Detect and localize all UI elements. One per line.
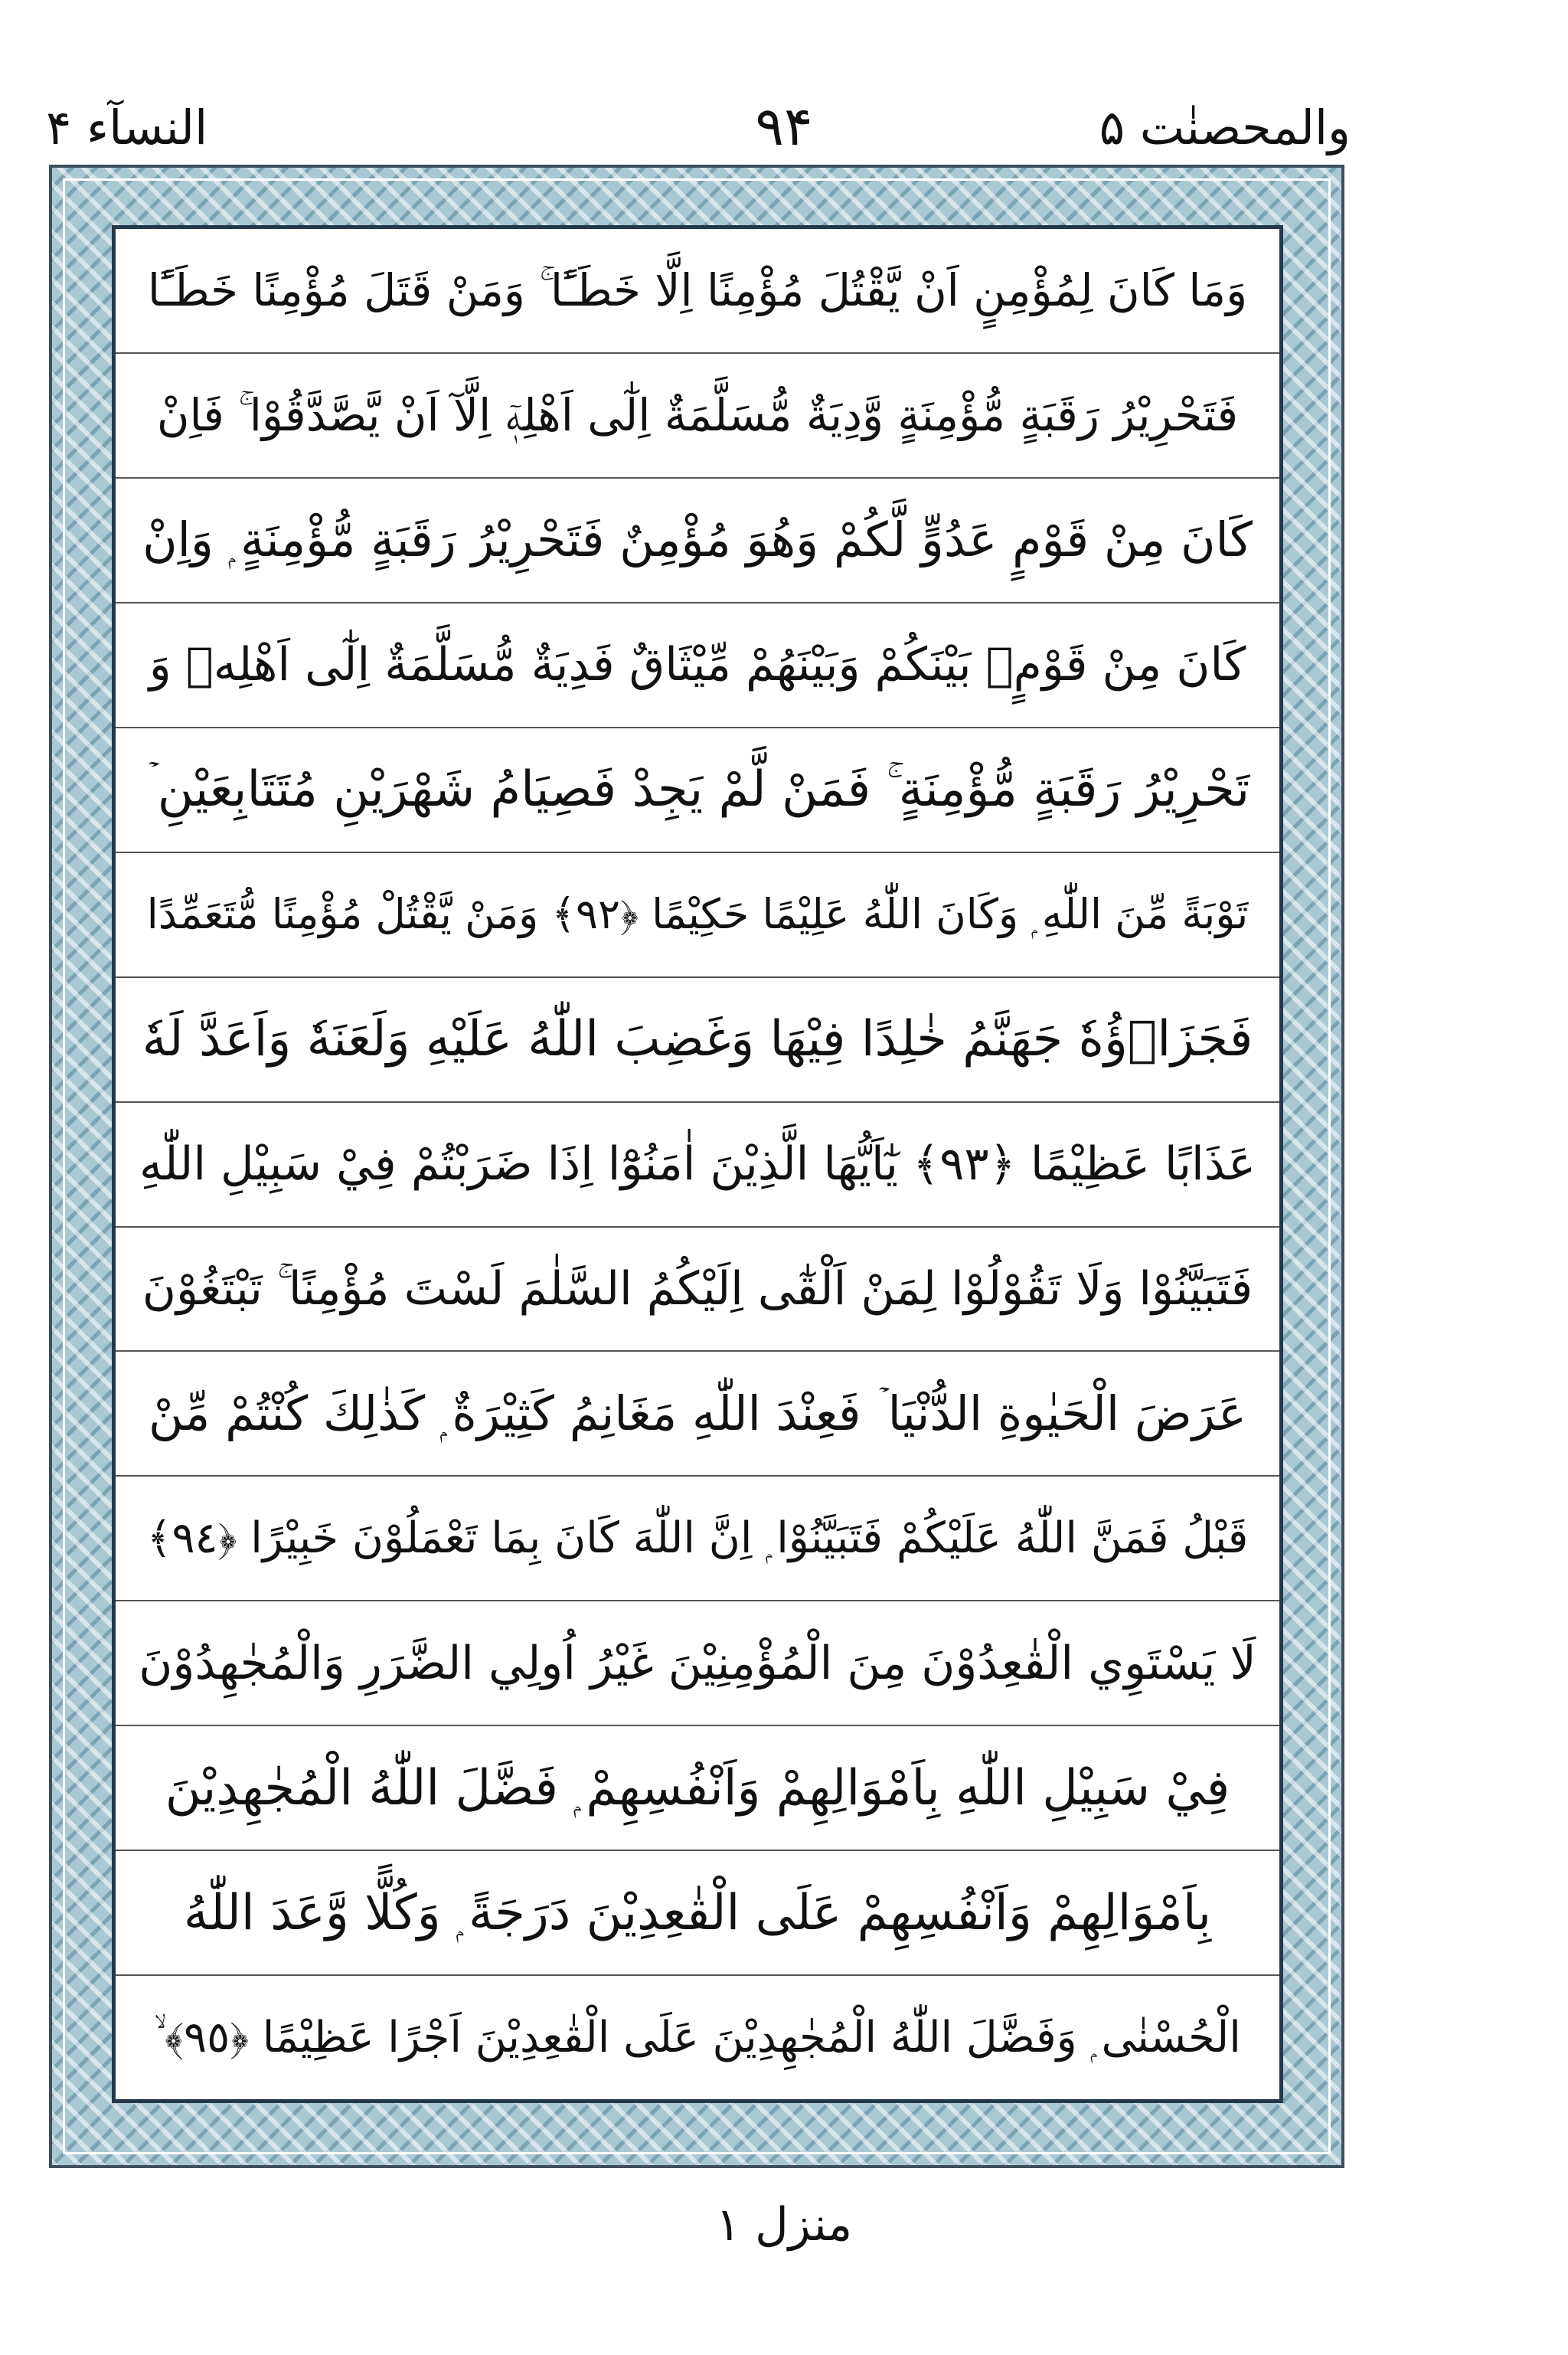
text-line-8: عَذَابًا عَظِيْمًا ﴿٩٣﴾ يٰٓاَيُّهَا الَّذِيْنَ اٰمَنُوْٓا اِذَا ضَرَبْتُمْ فِيْ سَبِيْلِ اللّٰهِ: [116, 1103, 1279, 1228]
text-line-15: الْحُسْنٰى ۭ وَفَضَّلَ اللّٰهُ الْمُجٰهِدِيْنَ عَلَى الْقٰعِدِيْنَ اَجْرًا عَظِيْمًا ﴿٩٥﴾ ۙ: [154, 2012, 1241, 2062]
text-line-14: بِاَمْوَالِهِمْ وَاَنْفُسِهِمْ عَلَى الْقٰعِدِيْنَ دَرَجَةً ۭ وَكُلًّا وَّعَدَ اللّٰهُ: [116, 1851, 1279, 1976]
text-line-4: كَانَ مِنْ قَوْمٍۢ بَيْنَكُمْ وَبَيْنَهُمْ مِّيْثَاقٌ فَدِيَةٌ مُّسَلَّمَةٌ اِلٰٓى اَهْلِهٖ وَ: [116, 603, 1279, 728]
surah-title: النسآء ۴: [46, 100, 208, 155]
verse-lines: [116, 229, 1279, 2099]
juz-title: والمحصنٰت ۵: [1099, 100, 1351, 155]
text-line-1: وَمَا كَانَ لِمُؤْمِنٍ اَنْ يَّقْتُلَ مُؤْمِنًا اِلَّا خَطَـًٔا ۚ وَمَنْ قَتَلَ مُؤْمِنًا خَطَـًٔا: [116, 229, 1279, 354]
text-line-10: عَرَضَ الْحَيٰوةِ الدُّنْيَا ۡ فَعِنْدَ اللّٰهِ مَغَانِمُ كَثِيْرَةٌ ۭ كَذٰلِكَ كُنْتُمْ مِّنْ: [116, 1352, 1279, 1477]
text-line-2: فَتَحْرِيْرُ رَقَبَةٍ مُّؤْمِنَةٍ وَّدِيَةٌ مُّسَلَّمَةٌ اِلٰٓى اَهْلِهٖٓ اِلَّآ اَنْ يَّصَّدَّقُوْا ۚ فَاِنْ: [116, 354, 1279, 479]
text-line-3: كَانَ مِنْ قَوْمٍ عَدُوٍّ لَّكُمْ وَهُوَ مُؤْمِنٌ فَتَحْرِيْرُ رَقَبَةٍ مُّؤْمِنَةٍ ۭ وَاِنْ: [116, 479, 1279, 603]
page-number: ۹۴: [755, 95, 813, 158]
text-line-9: فَتَبَيَّنُوْا وَلَا تَقُوْلُوْا لِمَنْ اَلْقٰٓى اِلَيْكُمُ السَّلٰمَ لَسْتَ مُؤْمِنًا ۚ تَبْتَغُوْنَ: [116, 1228, 1279, 1352]
text-line-7: فَجَزَاۗؤُهٗ جَهَنَّمُ خٰلِدًا فِيْهَا وَغَضِبَ اللّٰهُ عَلَيْهِ وَلَعَنَهٗ وَاَعَدَّ لَهٗ: [116, 978, 1279, 1103]
text-line-6: تَوْبَةً مِّنَ اللّٰهِ ۭ وَكَانَ اللّٰهُ عَلِيْمًا حَكِيْمًا ﴿٩٢﴾ وَمَنْ يَّقْتُلْ مُؤْمِنًا مُّتَعَمِّدًا: [116, 853, 1279, 978]
text-line-5: تَحْرِيْرُ رَقَبَةٍ مُّؤْمِنَةٍ ۚ فَمَنْ لَّمْ يَجِدْ فَصِيَامُ شَهْرَيْنِ مُتَتَابِعَيْنِ ۡ: [116, 728, 1279, 853]
text-line-13: فِيْ سَبِيْلِ اللّٰهِ بِاَمْوَالِهِمْ وَاَنْفُسِهِمْ ۭ فَضَّلَ اللّٰهُ الْمُجٰهِدِيْنَ: [116, 1726, 1279, 1851]
text-panel: [112, 225, 1283, 2103]
text-line-12: لَا يَسْتَوِي الْقٰعِدُوْنَ مِنَ الْمُؤْمِنِيْنَ غَيْرُ اُولِي الضَّرَرِ وَالْمُجٰهِدُوْنَ: [116, 1601, 1279, 1726]
manzil-label: منزل ۱: [715, 2198, 853, 2252]
text-line-11: قَبْلُ فَمَنَّ اللّٰهُ عَلَيْكُمْ فَتَبَيَّنُوْا ۭ اِنَّ اللّٰهَ كَانَ بِمَا تَعْمَلُوْنَ خَبِيْرًا ﴿٩٤﴾: [116, 1477, 1279, 1601]
